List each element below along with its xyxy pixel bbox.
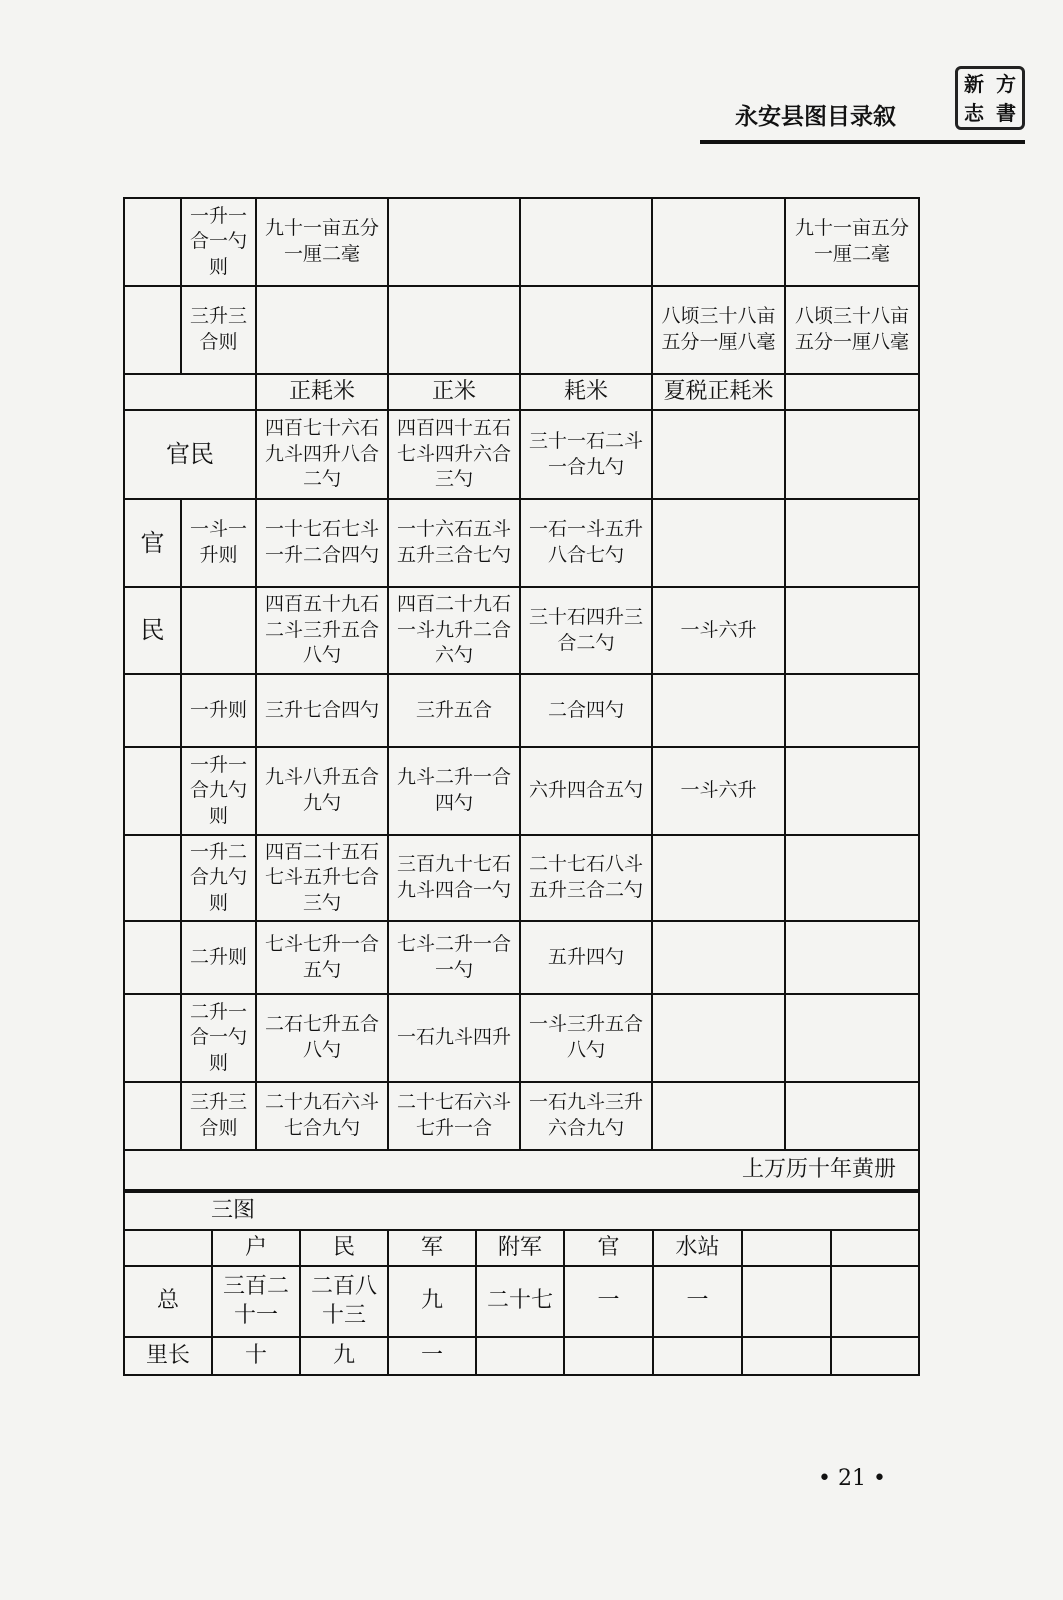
table-cell [520, 198, 652, 286]
column-header: 正米 [388, 374, 520, 410]
table-row [124, 835, 919, 921]
table-cell: 一石九斗三升六合九勺 [520, 1082, 652, 1150]
table-cell: 九十一亩五分一厘二毫 [256, 198, 388, 286]
table-cell [785, 747, 919, 835]
table-cell: 一斗六升 [652, 747, 785, 835]
table-cell [785, 374, 919, 410]
table-cell: 二十七石六斗七升一合 [388, 1082, 520, 1150]
table-cell: 七斗七升一合五勺 [256, 921, 388, 994]
table-cell [388, 286, 520, 374]
table-cell [785, 674, 919, 747]
table-cell [124, 198, 181, 286]
table-cell [256, 286, 388, 374]
seal-char: 書 [996, 100, 1016, 125]
table-cell: 三十一石二斗一合九勺 [520, 410, 652, 499]
row-label: 官 [124, 499, 181, 587]
table-cell [124, 1082, 181, 1150]
table-cell: 九斗八升五合九勺 [256, 747, 388, 835]
table-cell: 九十一亩五分一厘二毫 [785, 198, 919, 286]
table-row [124, 410, 919, 499]
row-label: 三升三合则 [181, 286, 256, 374]
table-cell: 九 [300, 1337, 388, 1375]
table-cell [785, 835, 919, 921]
table-cell: 一十六石五斗五升三合七勺 [388, 499, 520, 587]
table-header-row [124, 374, 919, 410]
row-sublabel: 三升三合则 [181, 1082, 256, 1150]
table-row [124, 747, 919, 835]
table-cell: 四百七十六石九斗四升八合二勺 [256, 410, 388, 499]
column-header: 官 [564, 1230, 653, 1266]
row-sublabel: 一斗一升则 [181, 499, 256, 587]
table-cell [831, 1337, 919, 1375]
column-header: 夏税正耗米 [652, 374, 785, 410]
table-cell: 四百二十五石七斗五升七合三勺 [256, 835, 388, 921]
table-cell: 二十七石八斗五升三合二勺 [520, 835, 652, 921]
running-header-title: 永安县图目录叙 [735, 104, 896, 130]
column-header: 水站 [653, 1230, 742, 1266]
table-cell: 五升四勺 [520, 921, 652, 994]
column-header: 附军 [476, 1230, 564, 1266]
table-cell [785, 921, 919, 994]
table-cell: 六升四合五勺 [520, 747, 652, 835]
seal-char: 方 [996, 71, 1016, 96]
row-sublabel: 一升则 [181, 674, 256, 747]
table-cell [124, 374, 256, 410]
table-row [124, 994, 919, 1082]
table-cell [785, 499, 919, 587]
table-footer-note: 上万历十年黄册 [124, 1150, 919, 1190]
table-cell: 一 [653, 1266, 742, 1337]
table-footer-row [124, 1150, 919, 1190]
table-cell [785, 994, 919, 1082]
table-cell [564, 1337, 653, 1375]
household-table [123, 1191, 920, 1376]
table-cell [652, 410, 785, 499]
table-cell [831, 1230, 919, 1266]
table-cell: 三百二十一 [212, 1266, 300, 1337]
series-seal [955, 66, 1025, 130]
row-label: 民 [124, 587, 181, 674]
table-cell: 三十石四升三合二勺 [520, 587, 652, 674]
row-label: 一升一合一勺则 [181, 198, 256, 286]
table-cell [520, 286, 652, 374]
table-row [124, 674, 919, 747]
row-label: 总 [124, 1266, 212, 1337]
table-row [124, 198, 919, 286]
table-cell: 四百二十九石一斗九升二合六勺 [388, 587, 520, 674]
table-cell: 九 [388, 1266, 476, 1337]
column-header: 正耗米 [256, 374, 388, 410]
table-cell [124, 921, 181, 994]
table-row [124, 286, 919, 374]
table-cell: 一石一斗五升八合七勺 [520, 499, 652, 587]
column-header: 民 [300, 1230, 388, 1266]
table-cell [742, 1266, 831, 1337]
table-cell: 一石九斗四升 [388, 994, 520, 1082]
table-cell [476, 1337, 564, 1375]
grain-tax-table [123, 197, 920, 1191]
table-cell [124, 994, 181, 1082]
table-cell [785, 1082, 919, 1150]
table-cell: 七斗二升一合一勺 [388, 921, 520, 994]
table-cell: 二十七 [476, 1266, 564, 1337]
table-cell [652, 674, 785, 747]
row-sublabel: 一升一合九勺则 [181, 747, 256, 835]
seal-char: 志 [964, 100, 984, 125]
table-cell: 二石七升五合八勺 [256, 994, 388, 1082]
table-cell [653, 1337, 742, 1375]
table-cell: 一 [564, 1266, 653, 1337]
table-row [124, 587, 919, 674]
column-header: 耗米 [520, 374, 652, 410]
table-cell: 九斗二升一合四勺 [388, 747, 520, 835]
row-sublabel: 一升二合九勺则 [181, 835, 256, 921]
table-cell [742, 1230, 831, 1266]
table-cell: 四百五十九石二斗三升五合八勺 [256, 587, 388, 674]
page-number: • 21 • [818, 1466, 886, 1491]
table-cell: 二合四勺 [520, 674, 652, 747]
table-cell: 八顷三十八亩五分一厘八毫 [785, 286, 919, 374]
table-cell [124, 674, 181, 747]
table-cell [652, 198, 785, 286]
table-cell: 三升七合四勺 [256, 674, 388, 747]
table-cell: 二十九石六斗七合九勺 [256, 1082, 388, 1150]
table-cell [652, 921, 785, 994]
table-cell [652, 499, 785, 587]
row-sublabel: 二升则 [181, 921, 256, 994]
table-cell [124, 1230, 212, 1266]
table-cell: 二百八十三 [300, 1266, 388, 1337]
table-cell [652, 994, 785, 1082]
header-rule [700, 140, 1025, 144]
table-cell [742, 1337, 831, 1375]
table-cell: 三百九十七石九斗四合一勺 [388, 835, 520, 921]
table-title-row [124, 1192, 919, 1230]
table-cell [388, 198, 520, 286]
table-cell: 一斗六升 [652, 587, 785, 674]
table-cell [652, 1082, 785, 1150]
table-cell [124, 747, 181, 835]
table-cell: 八顷三十八亩五分一厘八毫 [652, 286, 785, 374]
table-cell: 十 [212, 1337, 300, 1375]
table-cell [831, 1266, 919, 1337]
table-cell: 四百四十五石七斗四升六合三勺 [388, 410, 520, 499]
table-row [124, 1337, 919, 1375]
column-header: 军 [388, 1230, 476, 1266]
table-cell: 一十七石七斗一升二合四勺 [256, 499, 388, 587]
row-label: 里长 [124, 1337, 212, 1375]
table-title: 三图 [124, 1192, 919, 1230]
table-row [124, 499, 919, 587]
table-cell: 三升五合 [388, 674, 520, 747]
table-row [124, 1266, 919, 1337]
table-cell: 一 [388, 1337, 476, 1375]
table-row [124, 1082, 919, 1150]
column-header: 户 [212, 1230, 300, 1266]
row-sublabel: 二升一合一勺则 [181, 994, 256, 1082]
table-cell [181, 587, 256, 674]
table-header-row [124, 1230, 919, 1266]
seal-char: 新 [964, 71, 984, 96]
table-cell [785, 410, 919, 499]
row-label: 官民 [124, 410, 256, 499]
table-cell [124, 835, 181, 921]
table-row [124, 921, 919, 994]
table-cell: 一斗三升五合八勺 [520, 994, 652, 1082]
table-cell [785, 587, 919, 674]
table-cell [652, 835, 785, 921]
table-cell [124, 286, 181, 374]
